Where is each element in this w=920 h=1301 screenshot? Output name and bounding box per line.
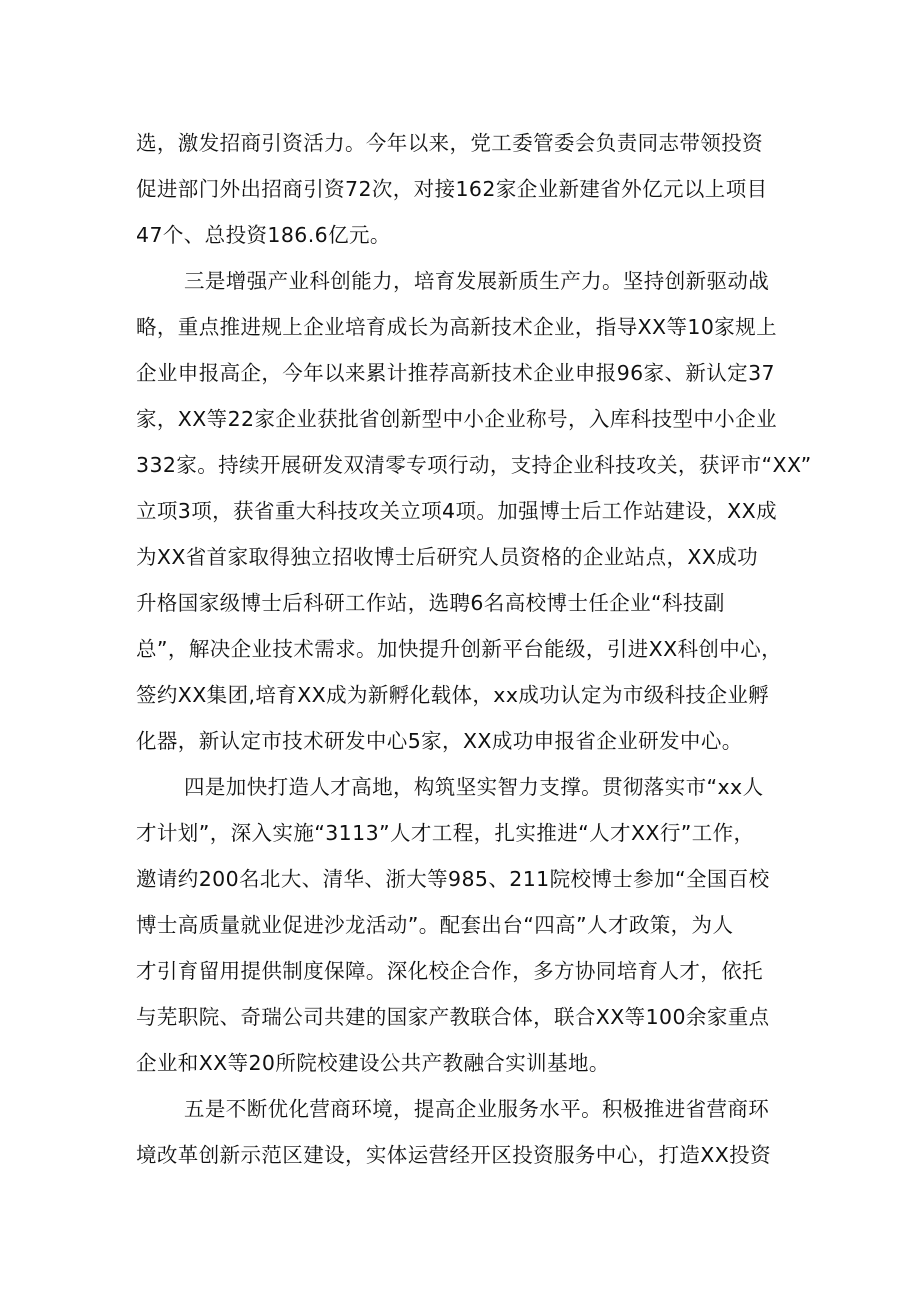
text-line: 47个、总投资186.6亿元。 [136, 223, 391, 247]
text-line: 签约XX集团,培育XX成为新孵化载体，xx成功认定为市级科技企业孵 [136, 683, 770, 707]
paragraph-start-line: 四是加快打造人才高地，构筑坚实智力支撑。贯彻落实市“xx人 [184, 775, 764, 799]
text-line: 才计划”，深入实施“3113”人才工程，扎实推进“人才XX行”工作， [136, 821, 755, 845]
text-line: 企业申报高企，今年以来累计推荐高新技术企业申报96家、新认定37 [136, 361, 775, 385]
text-line: 化器，新认定市技术研发中心5家，XX成功申报省企业研发中心。 [136, 729, 743, 753]
paragraph-start-line: 三是增强产业科创能力，培育发展新质生产力。坚持创新驱动战 [184, 269, 770, 293]
text-line: 332家。持续开展研发双清零专项行动，支持企业科技攻关，获评市“XX” [136, 453, 812, 477]
text-line: 家，XX等22家企业获批省创新型中小企业称号，入库科技型中小企业 [136, 407, 777, 431]
text-line: 企业和XX等20所院校建设公共产教融合实训基地。 [136, 1051, 610, 1075]
text-line: 立项3项，获省重大科技攻关立项4项。加强博士后工作站建设，XX成 [136, 499, 777, 523]
text-line: 才引育留用提供制度保障。深化校企合作，多方协同培育人才，依托 [136, 959, 763, 983]
document-body [136, 120, 812, 1178]
text-line: 总”，解决企业技术需求。加快提升创新平台能级，引进XX科创中心， [136, 637, 783, 661]
text-line: 略，重点推进规上企业培育成长为高新技术企业，指导XX等10家规上 [136, 315, 777, 339]
text-line: 与芜职院、奇瑞公司共建的国家产教联合体，联合XX等100余家重点 [136, 1005, 770, 1029]
text-line: 境改革创新示范区建设，实体运营经开区投资服务中心，打造XX投资 [136, 1143, 771, 1167]
paragraph-start-line: 五是不断优化营商环境，提高企业服务水平。积极推进省营商环 [184, 1097, 770, 1121]
text-line: 促进部门外出招商引资72次，对接162家企业新建省外亿元以上项目 [136, 177, 768, 201]
text-line: 升格国家级博士后科研工作站，选聘6名高校博士任企业“科技副 [136, 591, 725, 615]
text-line: 为XX省首家取得独立招收博士后研究人员资格的企业站点，XX成功 [136, 545, 759, 569]
text-line: 选，激发招商引资活力。今年以来，党工委管委会负责同志带领投资 [136, 131, 763, 155]
text-line: 博士高质量就业促进沙龙活动”。配套出台“四高”人才政策，为人 [136, 913, 734, 937]
text-line: 邀请约200名北大、清华、浙大等985、211院校博士参加“全国百校 [136, 867, 770, 891]
